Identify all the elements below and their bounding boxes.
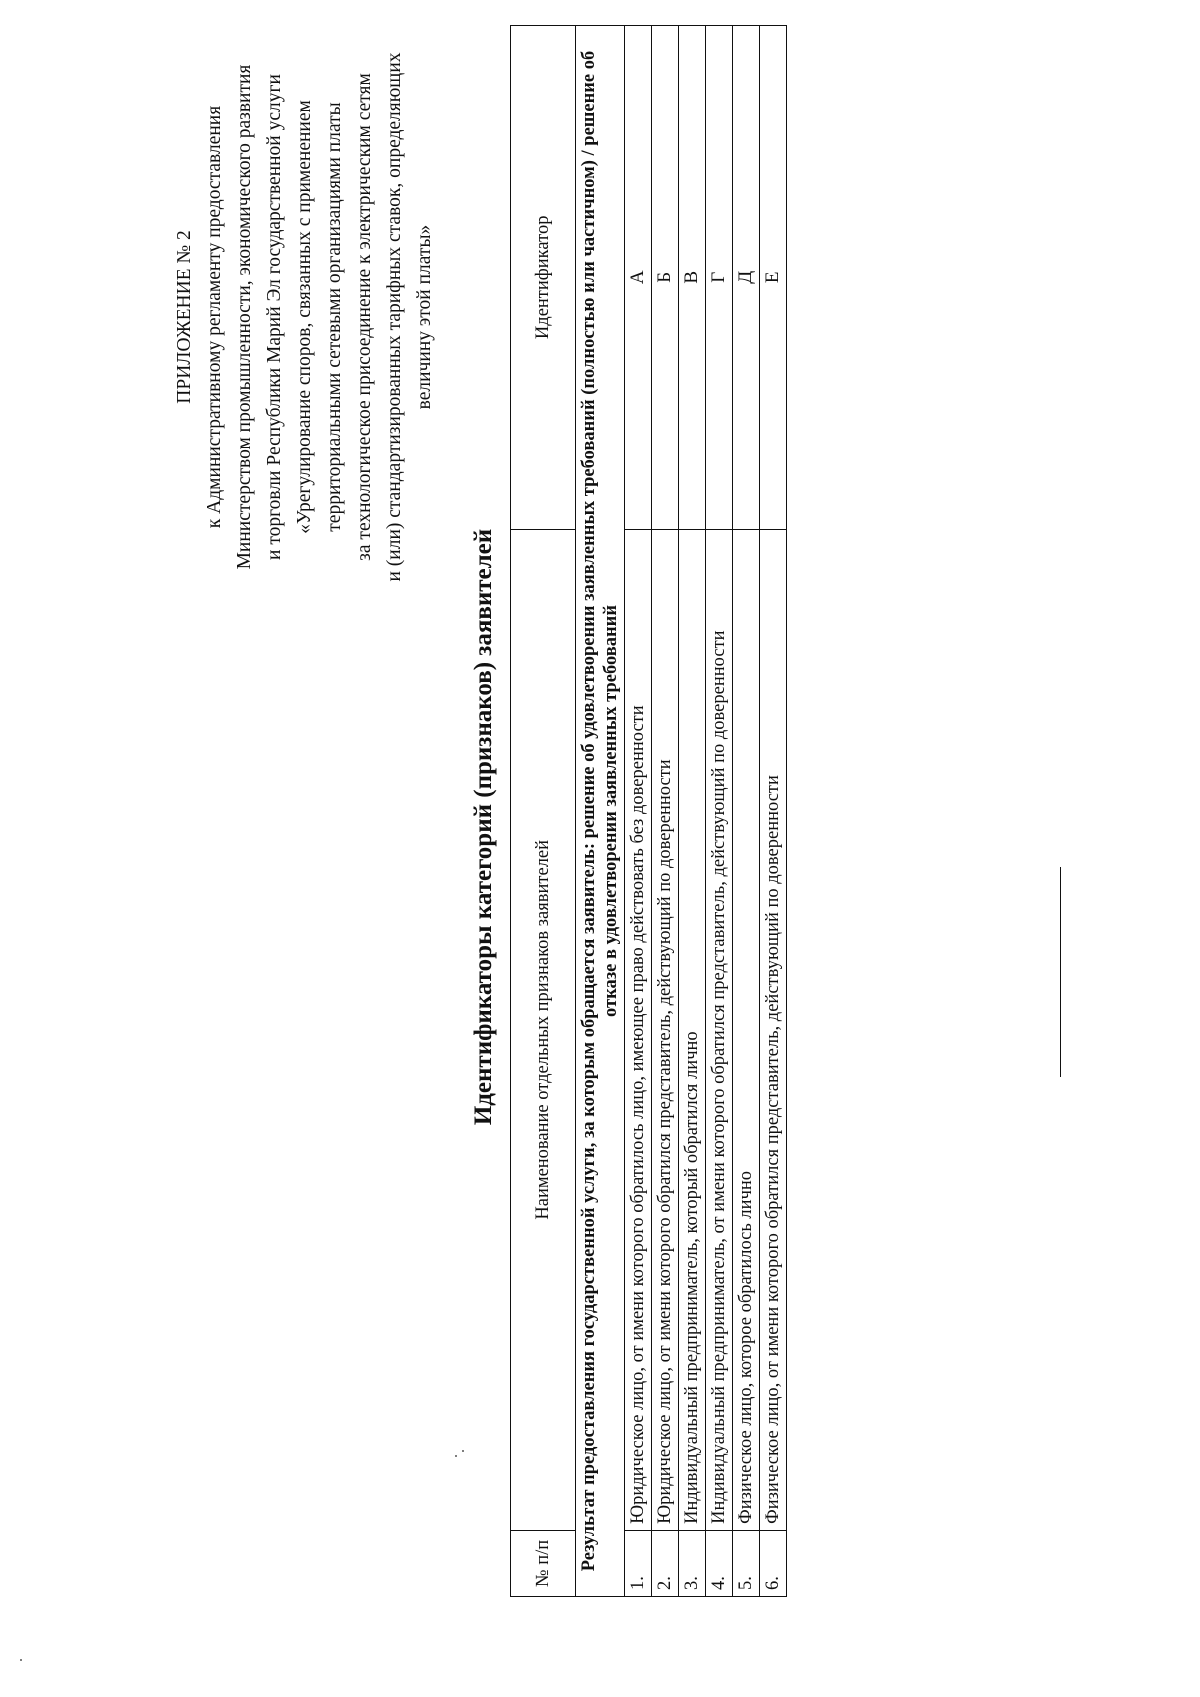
table-row <box>625 26 652 1597</box>
closing-rule <box>1060 867 1061 1077</box>
appendix-line: территориальными сетевыми организациями платы <box>324 102 345 532</box>
row-num: 1. <box>625 1530 652 1596</box>
row-name: Физическое лицо, которое обратилось лично <box>733 529 760 1530</box>
row-name: Юридическое лицо, от имени которого обратилось лицо, имеющее право действовать без доверенности <box>625 529 652 1530</box>
appendix-line: и (или) стандартизированных тарифных ставок, определяющих <box>384 52 405 582</box>
row-id: Д <box>733 26 760 530</box>
table-section-row <box>576 26 625 1597</box>
row-name: Физическое лицо, от имени которого обратился представитель, действующий по доверенности <box>760 529 787 1530</box>
scan-speck <box>455 1455 457 1457</box>
appendix-line: и торговли Республики Марий Эл государственной услуги <box>264 74 285 560</box>
header-num: № п/п <box>511 1530 576 1596</box>
row-id: А <box>625 26 652 530</box>
appendix-line: ПРИЛОЖЕНИЕ № 2 <box>174 230 195 404</box>
document-title: Идентификаторы категорий (признаков) заявителей <box>470 528 497 1126</box>
table-row <box>760 26 787 1597</box>
table-row <box>679 26 706 1597</box>
row-id: Г <box>706 26 733 530</box>
row-num: 4. <box>706 1530 733 1596</box>
table-row <box>652 26 679 1597</box>
appendix-caption <box>170 37 440 597</box>
table-header-row <box>511 26 576 1597</box>
row-id: В <box>679 26 706 530</box>
appendix-line: Министерством промышленности, экономического развития <box>234 64 255 570</box>
appendix-line: «Урегулирование споров, связанных с применением <box>294 100 315 534</box>
table-row <box>733 26 760 1597</box>
section-caption: Результат предоставления государственной услуги, за которым обращается заявитель: решение об удовлетворении заявленных требований (полностью или частичном) / решение об отказе в удовлетворении заявленных требований <box>576 26 625 1597</box>
appendix-line: величину этой платы» <box>414 224 435 410</box>
row-num: 3. <box>679 1530 706 1596</box>
table-row <box>706 26 733 1597</box>
header-name: Наименование отдельных признаков заявителей <box>511 529 576 1530</box>
row-id: Е <box>760 26 787 530</box>
row-id: Б <box>652 26 679 530</box>
applicant-identifiers-table <box>510 25 787 1597</box>
row-num: 2. <box>652 1530 679 1596</box>
row-num: 5. <box>733 1530 760 1596</box>
row-name: Индивидуальный предприниматель, который обратился лично <box>679 529 706 1530</box>
row-name: Юридическое лицо, от имени которого обратился представитель, действующий по доверенности <box>652 529 679 1530</box>
row-num: 6. <box>760 1530 787 1596</box>
scan-speck <box>20 1659 22 1661</box>
header-id: Идентификатор <box>511 26 576 530</box>
appendix-line: к Административному регламенту предоставления <box>204 105 225 529</box>
appendix-line: за технологическое присоединение к электрическим сетям <box>354 73 375 561</box>
scan-speck <box>462 1450 464 1452</box>
row-name: Индивидуальный предприниматель, от имени которого обратился представитель, действующий по доверенности <box>706 529 733 1530</box>
